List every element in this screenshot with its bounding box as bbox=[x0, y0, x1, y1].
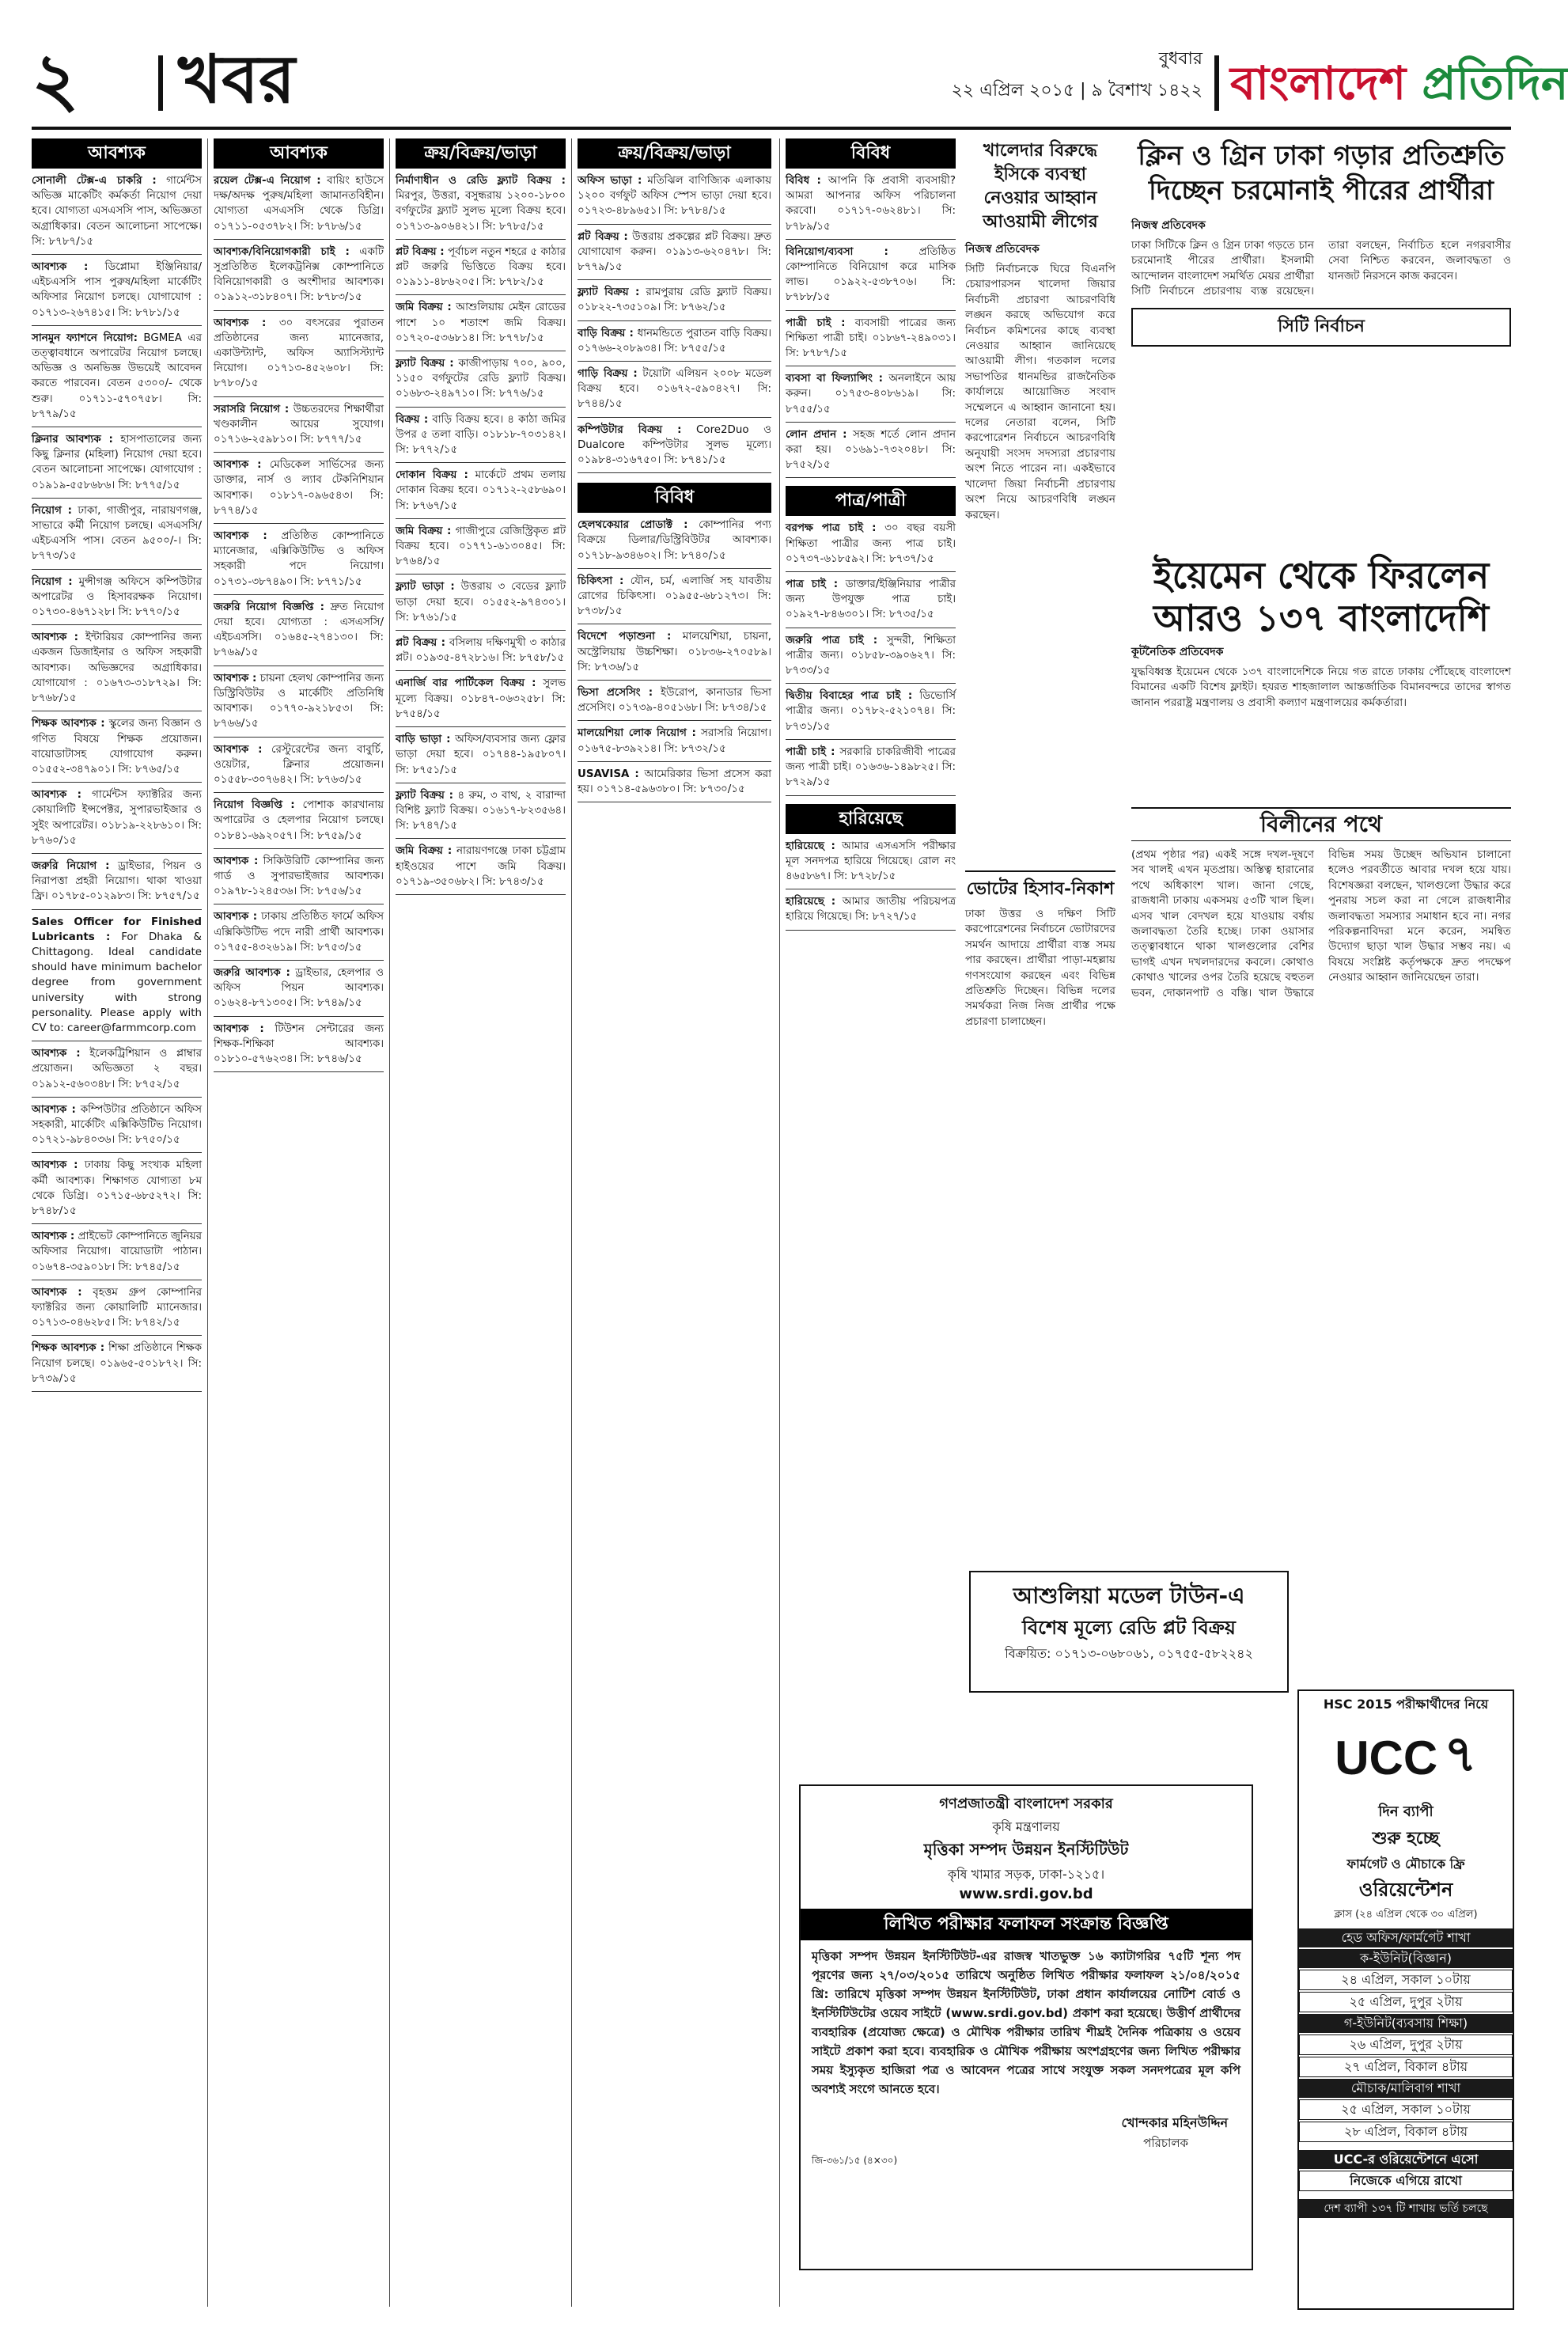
classified-ad: বাড়ি বিক্রয় : ধানমন্ডিতে পুরাতন বাড়ি বিক্রয়। ০১৭৬৬-২০৮৯৩৪। সি: ৮৭৫৫/১৫ bbox=[578, 326, 771, 362]
story-body: সিটি নির্বাচনকে ঘিরে বিএনপি চেয়ারপারসন খালেদা জিয়ার নির্বাচনী প্রচারণা আচরণবিধি লঙ্ঘন করছে অভিযোগ করে নির্বাচন কমিশনের কাছে ব্যবস্থা নেওয়ার আহ্বান জানিয়েছে আওয়ামী লীগ। গতকাল দলের সভাপতির ধানমন্ডির রাজনৈতিক কার্যালয়ে আয়োজিত সংবাদ সম্মেলনে এ আহ্বান জানানো হয়। দলের নেতারা বলেন, সিটি করপোরেশন নির্বাচনে আচরণবিধি অনুযায়ী সংসদ সদস্যরা প্রচারণায় অংশ নিতে পারেন না। একইভাবে খালেদা জিয়া নির্বাচনী প্রচারণায় অংশ নিয়ে আচরণবিধি লঙ্ঘন করছেন। bbox=[965, 263, 1115, 521]
ucc-brand: UCC bbox=[1335, 1731, 1438, 1784]
classified-ad: আবশ্যক : প্রতিষ্ঠিত কোম্পানিতে ম্যানেজার, এক্সিকিউটিভ ও অফিস সহকারী পদে নিয়োগ। ০১৭৩১-৩৮৭৪৯০। সি: ৮৭৭১/১৫ bbox=[214, 529, 384, 595]
classified-ad: বিক্রয় : বাড়ি বিক্রয় হবে। ৪ কাঠা জমির উপর ৫ তলা বাড়ি। ০১৮১৮-৭০৩১৪২। সি: ৮৭৭২/১৫ bbox=[396, 412, 566, 464]
column-heading: হারিয়েছে bbox=[786, 804, 956, 834]
classified-ad: বাড়ি ভাড়া : অফিস/ব্যবসার জন্য ফ্লোর ভাড়া দেয়া হবে। ০১৭৪৪-১৯৫৮০৭। সি: ৮৭৫১/১৫ bbox=[396, 732, 566, 783]
column-heading: বিবিধ bbox=[578, 483, 771, 513]
classified-ad: চিকিৎসা : যৌন, চর্ম, এলার্জি সহ যাবতীয় রোগের চিকিৎসা। ০১৯৫৫-৬৮১২৭৩। সি: ৮৭৩৮/১৫ bbox=[578, 574, 771, 625]
notice-body: মৃত্তিকা সম্পদ উন্নয়ন ইনস্টিটিউট-এর রাজস্ব খাতভুক্ত ১৬ ক্যাটাগরির ৭৫টি শূন্য পদ পূরণের জন্য ২৭/০৩/২০১৫ তারিখে অনুষ্ঠিত লিখিত পরীক্ষার ফলাফল ২১/০৪/২০১৫ খ্রি: তারিখে মৃত্তিকা সম্পদ উন্নয়ন ইনস্টিটিউট, ঢাকা প্রধান কার্যালয়ের নোটিশ বোর্ড ও ইনস্টিটিউটের ওয়েব সাইটে (www.srdi.gov.bd) প্রকাশ করা হয়েছে। উত্তীর্ণ প্রার্থীদের ব্যবহারিক (প্রযোজ্য ক্ষেত্রে) ও মৌখিক পরীক্ষার তারিখ শীঘ্রই দৈনিক পত্রিকায় ও ওয়েব সাইটে প্রকাশ করা হবে। ব্যবহারিক ও মৌখিক পরীক্ষায় অংশগ্রহণের জন্য লিখিত পরীক্ষার সময় ইস্যুকৃত হাজিরা পত্র ও আবেদন পত্রের সাথে সংযুক্ত সকল সনদপত্রের মূল কপি অবশ্যই সংগে আনতে হবে। bbox=[812, 1949, 1240, 2096]
classified-ad: দ্বিতীয় বিবাহের পাত্র চাই : ডিভোর্সি পাত্রীর জন্য। ০১৭৮২-৫২১০৭৪। সি: ৮৭৩১/১৫ bbox=[786, 688, 956, 740]
classified-ad: বরপক্ষ পাত্র চাই : ৩০ বছর বয়সী শিক্ষিতা পাত্রীর জন্য পাত্র চাই। ০১৭৩৭-৬১৮৫৯২। সি: ৮৭৩৭/১৫ bbox=[786, 521, 956, 572]
story-body: যুদ্ধবিধ্বস্ত ইয়েমেন থেকে ১৩৭ বাংলাদেশিকে নিয়ে গত রাতে ঢাকায় পৌঁছেছে বাংলাদেশ বিমানের একটি বিশেষ ফ্লাইট। হযরত শাহজালাল আন্তর্জাতিক বিমানবন্দরে তাদের স্বাগত জানান পররাষ্ট্র মন্ত্রণালয় ও প্রবাসী কল্যাণ মন্ত্রণালয়ের কর্মকর্তারা। bbox=[1131, 666, 1511, 709]
classified-ad: এনার্জি বার পার্টিকেল বিক্রয় : সুলভ মূল্যে বিক্রয়। ০১৮৪৭-০৬৩২৫৮। সি: ৮৭৫৪/১৫ bbox=[396, 676, 566, 727]
story-headline: বিলীনের পথে bbox=[1131, 807, 1511, 841]
classified-ad: জমি বিক্রয় : গাজীপুরে রেজিস্ট্রিকৃত প্লট বিক্রয় হবে। ০১৭৭১-৬১৩০৪৫। সি: ৮৭৬৪/১৫ bbox=[396, 524, 566, 575]
logo-part-2: প্রতিদিন bbox=[1422, 56, 1568, 110]
classified-ad: মালয়েশিয়া লোক নিয়োগ : সরাসরি নিয়োগ। ০১৬৭৫-৮৩৯২১৪। সি: ৮৭৩২/১৫ bbox=[578, 726, 771, 761]
notice-line: গণপ্রজাতন্ত্রী বাংলাদেশ সরকার bbox=[939, 1796, 1113, 1812]
ad-list bbox=[396, 173, 566, 895]
ad-list bbox=[786, 521, 956, 795]
classified-ad: সানমুন ফ্যাশনে নিয়োগ: BGMEA এর তত্ত্বাবধানে অপারেটর নিয়োগ চলছে। অভিজ্ঞ ও অনভিজ্ঞ উভয়েই আবেদন করতে পারবেন। বেতন ৫৩০০/- থেকে শুরু। ০১৭১১-৫৭০৭৫৮। সি: ৮৭৭৯/১৫ bbox=[32, 331, 202, 427]
classified-ad: ভিসা প্রসেসিং : ইউরোপ, কানাডার ভিসা প্রসেসিং। ০১৭৩৯-৪০৫১৬৮। সি: ৮৭৩৪/১৫ bbox=[578, 685, 771, 721]
classified-ad: নির্মাণাধীন ও রেডি ফ্ল্যাট বিক্রয় : মিরপুর, উত্তরা, বসুন্ধরায় ১২০০-১৮০০ বর্গফুটের ফ্ল্যাট সুলভ মূল্যে বিক্রয় হবে। ০১৭১৩-৯০৬৪২১। সি: ৮৭৮৫/১৫ bbox=[396, 173, 566, 240]
classified-column-5 bbox=[786, 138, 956, 1523]
story-body: (প্রথম পৃষ্ঠার পর) একই সঙ্গে দখল-দূষণে সব খালই এখন মৃতপ্রায়। অস্তিত্ব হারানোর পথে অধিকাংশ খাল। জানা গেছে, রাজধানী ঢাকায় একসময় ৫৩টি খাল ছিল। এসব খাল বেদখল হয়ে যাওয়ায় বর্ষায় জলাবদ্ধতা তৈরি হচ্ছে। ঢাকা ওয়াসার তত্ত্বাবধানে থাকা খালগুলোর বেশির ভাগই এখন দখলদারদের কবলে। কোথাও কোথাও খালের ওপর তৈরি হয়েছে বহুতল ভবন, দোকানপাট ও বস্তি। খাল উদ্ধারে বিভিন্ন সময় উচ্ছেদ অভিযান চালানো হলেও পরবর্তীতে আবার দখল হয়ে যায়। বিশেষজ্ঞরা বলছেন, খালগুলো উদ্ধার করে পুনরায় সচল করা না গেলে রাজধানীর জলাবদ্ধতা সমস্যার সমাধান হবে না। নগর পরিকল্পনাবিদরা মনে করেন, সমন্বিত উদ্যোগ ছাড়া খাল উদ্ধার সম্ভব নয়। এ বিষয়ে সংশ্লিষ্ট কর্তৃপক্ষকে দ্রুত পদক্ষেপ নেওয়ার আহ্বান জানিয়েছেন তারা। bbox=[1131, 848, 1511, 999]
classified-ad: নিয়োগ বিজ্ঞপ্তি : পোশাক কারখানায় অপারেটর ও হেলপার নিয়োগ চলছে। ০১৮৪১-৬৯২০৫৭। সি: ৮৭৫৯/১৫ bbox=[214, 798, 384, 849]
classified-ad: হারিয়েছে : আমার এসএসসি পরীক্ষার মূল সনদপত্র হারিয়ে গিয়েছে। রোল নং ৪৬৫৮৬৭। সি: ৮৭২৮/১৫ bbox=[786, 839, 956, 890]
classified-ad: আবশ্যক : ঢাকায় কিছু সংখ্যক মহিলা কর্মী আবশ্যক। শিক্ষাগত যোগ্যতা ৮ম থেকে ডিগ্রি। ০১৭১৫-৬৮৫২৭২। সি: ৮৭৪৮/১৫ bbox=[32, 1158, 202, 1224]
classified-ad: বিনিয়োগ/ব্যবসা : প্রতিষ্ঠিত কোম্পানিতে বিনিয়োগ করে মাসিক লাভ। ০১৯২২-৫৩৮৭০৬। সি: ৮৭৮৮/১৫ bbox=[786, 245, 956, 311]
ucc-free: ফার্মগেট ও মৌচাকে ফ্রি bbox=[1346, 1856, 1465, 1871]
government-notice bbox=[799, 1784, 1253, 2270]
story-headline: ভোটের হিসাব-নিকাশ bbox=[965, 870, 1115, 901]
classified-ad: ফ্ল্যাট বিক্রয় : ৪ রুম, ৩ বাথ, ২ বারান্দা বিশিষ্ট ফ্ল্যাট বিক্রয়। ০১৬১৭-৮২৩৫৬৪। সি: ৮৭৪৭/১৫ bbox=[396, 788, 566, 840]
classified-ad: জরুরি আবশ্যক : ড্রাইভার, হেলপার ও অফিস পিয়ন আবশ্যক। ০১৬২৪-৮৭১৩০৫। সি: ৮৭৪৯/১৫ bbox=[214, 965, 384, 1017]
ad-line: বিশেষ মূল্যে রেডি প্লট বিক্রয় bbox=[1022, 1617, 1236, 1639]
classified-ad: জরুরি নিয়োগ বিজ্ঞপ্তি : দ্রুত নিয়োগ দেয়া হবে। যোগ্যতা : এসএসসি/এইচএসসি। ০১৬৪৫-২৭৪১৩০। সি: ৮৭৬৯/১৫ bbox=[214, 600, 384, 666]
classified-column-1 bbox=[32, 138, 202, 2307]
classified-ad: আবশ্যক : ডিপ্লোমা ইঞ্জিনিয়ার/ এইচএসসি পাস পুরুষ/মহিলা মার্কেটিং অফিসার নিয়োগ চলছে। যোগাযোগ : ০১৭১৩-২৬৭৪১৫। সি: ৮৭৮১/১৫ bbox=[32, 260, 202, 326]
ucc-schedule-row: ২৪ এপ্রিল, সকাল ১০টায় bbox=[1299, 1970, 1513, 1990]
classified-ad: সোনালী টেক্স-এ চাকরি : গার্মেন্টস অভিজ্ঞ মাকেটিং কর্মকর্তা নিয়োগ দেয়া হবে। যোগ্যতা এসএসসি পাস, অভিজ্ঞতা অগ্রাধিকার। বেতন আলোচনা সাপেক্ষে। সি: ৮৭৮৭/১৫ bbox=[32, 173, 202, 255]
classified-ad: আবশ্যক : মেডিকেল সার্ভিসের জন্য ডাক্তার, নার্স ও ল্যাব টেকনিশিয়ান আবশ্যক। ০১৮১৭-০৯৬৫৪৩। সি: ৮৭৭৪/১৫ bbox=[214, 457, 384, 524]
classified-ad: হেলথকেয়ার প্রোডাক্ট : কোম্পানির পণ্য বিক্রয়ে ডিলার/ডিস্ট্রিবিউটর আবশ্যক। ০১৭১৮-৯৩৪৬০২। সি: ৮৭৪০/১৫ bbox=[578, 518, 771, 569]
classified-ad: সরাসরি নিয়োগ : উচ্চতরদের শিক্ষার্থীরা খণ্ডকালীন আয়ের সুযোগ। ০১৭১৬-২৫৯৮১০। সি: ৮৭৭৭/১৫ bbox=[214, 402, 384, 453]
classified-ad: আবশ্যক : ৩০ বৎসরের পুরাতন প্রতিষ্ঠানের জন্য ম্যানেজার, একাউন্ট্যান্ট, অফিস অ্যাসিস্ট্যান্ট নিয়োগ। ০১৭১৩-৪৫২৬০৮। সি: ৮৭৮০/১৫ bbox=[214, 316, 384, 397]
classified-ad: শিক্ষক আবশ্যক : স্কুলের জন্য বিজ্ঞান ও গণিত বিষয়ে শিক্ষক প্রয়োজন। বায়োডাটাসহ যোগাযোগ করুন। ০১৫৫২-৩৪৭৯০১। সি: ৮৭৬৫/১৫ bbox=[32, 716, 202, 783]
story-headline: খালেদার বিরুদ্ধে ইসিকে ব্যবস্থা নেওয়ার আহ্বান আওয়ামী লীগের bbox=[983, 140, 1098, 232]
classified-ad: জমি বিক্রয় : আশুলিয়ায় মেইন রোডের পাশে ১০ শতাংশ জমি বিক্রয়। ০১৭২০-৫৩৬৮১৪। সি: ৮৭৭৮/১৫ bbox=[396, 300, 566, 351]
notice-signer-title: পরিচালক bbox=[1143, 2136, 1188, 2150]
ad-contact-label: বিক্রয়িত: bbox=[1005, 1646, 1051, 1661]
classified-ad: Sales Officer for Finished Lubricants : For Dhaka & Chittagong. Ideal candidate should have minimum bachelor degree from government university with strong personality. Please apply with CV to: career@farmmcorp.com bbox=[32, 915, 202, 1042]
ucc-orientation: ওরিয়েন্টেশন bbox=[1358, 1878, 1453, 1901]
classified-column-2 bbox=[214, 138, 384, 2307]
classified-ad: ফ্ল্যাট ভাড়া : উত্তরায় ৩ বেডের ফ্ল্যাট ভাড়া দেয়া হবে। ০১৫৫২-৯৭৪৩০১। সি: ৮৭৬১/১৫ bbox=[396, 579, 566, 631]
classified-ad: জরুরি পাত্র চাই : সুন্দরী, শিক্ষিতা পাত্রীর জন্য। ০১৮৫৮-৩৯০৬২৭। সি: ৮৭৩৩/১৫ bbox=[786, 633, 956, 684]
classified-ad: ক্লিনার আবশ্যক : হাসপাতালের জন্য কিছু ক্লিনার (মহিলা) নিয়োগ দেয়া হবে। বেতন আলোচনা সাপেক্ষে। যোগাযোগ : ০১৯১৯-৫৫৮৬৮৬। সি: ৮৭৭৫/১৫ bbox=[32, 432, 202, 499]
notice-line: মৃত্তিকা সম্পদ উন্নয়ন ইনস্টিটিউট bbox=[923, 1840, 1129, 1859]
classified-ad: ব্যবসা বা ফিল্যান্সিং : অনলাইনে আয় করুন। ০১৭৫৩-৪০৮৬১৯। সি: ৮৭৫৫/১৫ bbox=[786, 371, 956, 423]
story-headline: ইয়েমেন থেকে ফিরলেন আরও ১৩৭ বাংলাদেশি bbox=[1153, 554, 1490, 639]
classified-ad: পাত্রী চাই : ব্যবসায়ী পাত্রের জন্য শিক্ষিতা পাত্রী চাই। ০১৮৬৭-২৪৯০৩১। সি: ৮৭৮৭/১৫ bbox=[786, 316, 956, 367]
ad-list bbox=[786, 173, 956, 478]
newspaper-logo bbox=[1230, 44, 1568, 123]
ad-contact: ০১৭১৩-০৬৮০৬১, ০১৭৫৫-৫৮২২৪২ bbox=[1055, 1646, 1253, 1661]
classified-ad: প্লট বিক্রয় : বসিলায় দক্ষিণমুখী ৩ কাঠার প্লট। ০১৯৩৫-৪৭২৮১৬। সি: ৮৭৫৮/১৫ bbox=[396, 635, 566, 671]
classified-ad: পাত্রী চাই : সরকারি চাকরিজীবী পাত্রের জন্য পাত্রী চাই। ০১৬৩৬-১৪৯৮২৫। সি: ৮৭২৯/১৫ bbox=[786, 745, 956, 796]
ucc-slogan: UCC-র ওরিয়েন্টেশনে এসো bbox=[1299, 2150, 1513, 2169]
news-story-1 bbox=[965, 138, 1115, 851]
news-story-2 bbox=[965, 870, 1115, 1227]
ucc-slogan: নিজেকে এগিয়ে রাখো bbox=[1299, 2171, 1513, 2191]
column-heading: ক্রয়/বিক্রয়/ভাড়া bbox=[396, 138, 566, 169]
story-body: ঢাকা উত্তর ও দক্ষিণ সিটি করপোরেশনের নির্বাচনে ভোটারদের সমর্থন আদায়ে প্রার্থীরা ব্যস্ত সময় পার করছেন। প্রার্থীরা পাড়া-মহল্লায় গণসংযোগ করছেন এবং বিভিন্ন প্রতিশ্রুতি দিচ্ছেন। বিভিন্ন দলের সমর্থকরা নিজ নিজ প্রার্থীর পক্ষে প্রচারণা চালাচ্ছেন। bbox=[965, 908, 1115, 1028]
notice-signer: খোন্দকার মহিনউদ্দিন bbox=[1121, 2115, 1228, 2130]
ad-list bbox=[32, 173, 202, 1392]
classified-ad: অফিস ভাড়া : মতিঝিল বাণিজ্যিক এলাকায় ১২০০ বর্গফুট অফিস স্পেস ভাড়া দেয়া হবে। ০১৭২৩-৪৮৯৬৫১। সি: ৮৭৮৪/১৫ bbox=[578, 173, 771, 225]
issue-date: ২২ এপ্রিল ২০১৫ | ৯ বৈশাখ ১৪২২ bbox=[951, 81, 1203, 100]
masthead-divider bbox=[1214, 55, 1219, 111]
notice-ref: জি-৩৬১/১৫ (৪×৩০) bbox=[812, 2155, 898, 2166]
notice-line: কৃষি মন্ত্রণালয় bbox=[992, 1819, 1060, 1834]
classified-ad: আবশ্যক : ঢাকায় প্রতিষ্ঠিত ফার্মে অফিস এক্সিকিউটিভ পদে নারী প্রার্থী আবশ্যক। ০১৭৫৫-৪৩২৬১৯। সি: ৮৭৫৩/১৫ bbox=[214, 909, 384, 961]
ucc-schedule-row: ২৭ এপ্রিল, বিকাল ৪টায় bbox=[1299, 2057, 1513, 2077]
ad-list bbox=[578, 173, 771, 473]
column-rule bbox=[571, 138, 572, 2307]
classified-ad: আবশ্যক : কম্পিউটার প্রতিষ্ঠানে অফিস সহকারী, মার্কেটিং এক্সিকিউটিভ নিয়োগ। ০১৭২১-৯৮৪০৩৬। সি: ৮৭৫০/১৫ bbox=[32, 1102, 202, 1154]
ucc-starting: শুরু হচ্ছে bbox=[1372, 1829, 1440, 1849]
classified-ad: আবশ্যক : ইন্টারিয়র কোম্পানির জন্য একজন ডিজাইনার ও অফিস সহকারী আবশ্যক। অভিজ্ঞদের অগ্রাধিকার। যোগাযোগ : ০১৬৭৩-৩১৮৭২৯। সি: ৮৭৬৮/১৫ bbox=[32, 630, 202, 711]
page-number: ২ bbox=[32, 36, 79, 122]
ad-list bbox=[214, 173, 384, 1072]
ucc-schedule bbox=[1299, 1949, 1513, 2142]
story-body: ঢাকা সিটিকে ক্লিন ও গ্রিন ঢাকা গড়তে চান চরমোনাই পীরের প্রার্থীরা। ইসলামী আন্দোলন বাংলাদেশ সমর্থিত মেয়র প্রার্থীরা সিটি নির্বাচনে প্রচারণায় ব্যস্ত রয়েছেন। তারা বলছেন, নির্বাচিত হলে নগরবাসীর সেবা নিশ্চিত করবেন, জলাবদ্ধতা ও যানজট নিরসনে কাজ করবেন। bbox=[1131, 239, 1511, 298]
ucc-schedule-row: ২৫ এপ্রিল, দুপুর ২টায় bbox=[1299, 1992, 1513, 2012]
ucc-top: HSC 2015 পরীক্ষার্থীদের নিয়ে bbox=[1323, 1697, 1489, 1712]
story-byline: কূটনৈতিক প্রতিবেদক bbox=[1131, 646, 1224, 658]
column-heading: আবশ্যক bbox=[32, 138, 202, 169]
classified-ad: বিদেশে পড়াশুনা : মালয়েশিয়া, চায়না, অস্ট্রেলিয়ায় উচ্চশিক্ষা। ০১৮৩৬-২৭০৫৮৯। সি: ৮৭৩৬/১৫ bbox=[578, 629, 771, 681]
ad-list bbox=[786, 839, 956, 931]
classified-ad: ফ্ল্যাট বিক্রয় : কাজীপাড়ায় ৭০০, ৯০০, ১১৫০ বর্গফুটের রেডি ফ্ল্যাট বিক্রয়। ০১৬৮৩-২৪৯৭১০। সি: ৮৭৭৬/১৫ bbox=[396, 356, 566, 408]
classified-ad: আবশ্যক : ইলেকট্রিশিয়ান ও প্লাম্বার প্রয়োজন। অভিজ্ঞতা ২ বছর। ০১৯১২-৫৬০৩৪৮। সি: ৮৭৫২/১৫ bbox=[32, 1046, 202, 1098]
notice-line: কৃষি খামার সড়ক, ঢাকা-১২১৫। bbox=[947, 1867, 1105, 1882]
classified-ad: লোন প্রদান : সহজ শর্তে লোন প্রদান করা হয়। ০১৬৯১-৭৩২০৪৮। সি: ৮৭৫২/১৫ bbox=[786, 427, 956, 479]
classified-column-3 bbox=[396, 138, 566, 2307]
weekday: বুধবার bbox=[1158, 49, 1203, 69]
classified-ad: ফ্ল্যাট বিক্রয় : রামপুরায় রেডি ফ্ল্যাট বিক্রয়। ০১৮২২-৭৩৫১০৯। সি: ৮৭৬২/১৫ bbox=[578, 285, 771, 320]
ucc-schedule-row: ক-ইউনিট(বিজ্ঞান) bbox=[1299, 1949, 1513, 1968]
classified-ad: জরুরি নিয়োগ : ড্রাইভার, পিয়ন ও নিরাপত্তা প্রহরী নিয়োগ। থাকা খাওয়া ফ্রি। ০১৭৮৫-০১২৯৮৩। সি: ৮৭৫৭/১৫ bbox=[32, 859, 202, 910]
news-story-5 bbox=[1131, 807, 1511, 1670]
classified-column-4 bbox=[578, 138, 771, 2307]
classified-ad: জমি বিক্রয় : নারায়ণগঞ্জে ঢাকা চট্টগ্রাম হাইওয়ের পাশে জমি বিক্রয়। ০১৭১৯-৩৫০৬৮২। সি: ৮৭৪৩/১৫ bbox=[396, 844, 566, 895]
ucc-days: ৭ bbox=[1444, 1725, 1477, 1784]
land-sale-ad bbox=[969, 1571, 1289, 1693]
classified-ad: পাত্র চাই : ডাক্তার/ইঞ্জিনিয়ার পাত্রীর জন্য উপযুক্ত পাত্র চাই। ০১৯২৭-৮৪৬৩০১। সি: ৮৭৩৫/১৫ bbox=[786, 577, 956, 628]
column-heading: পাত্র/পাত্রী bbox=[786, 486, 956, 516]
ucc-section-head: হেড অফিস/ফার্মগেট শাখা bbox=[1299, 1928, 1513, 1947]
classified-ad: আবশ্যক : সিকিউরিটি কোম্পানির জন্য গার্ড ও সুপারভাইজার আবশ্যক। ০১৯৭৮-১২৪৫৩৬। সি: ৮৭৫৬/১৫ bbox=[214, 854, 384, 905]
news-story-4 bbox=[1131, 554, 1511, 791]
classified-ad: আবশ্যক : চায়না হেলথ কোম্পানির জন্য ডিস্ট্রিবিউটর ও মার্কেটিং প্রতিনিধি আবশ্যক। ০১৭৭০-৯২১৮৫৩। সি: ৮৭৬৬/১৫ bbox=[214, 671, 384, 738]
classified-ad: USAVISA : আমেরিকার ভিসা প্রসেস করা হয়। ০১৭১৪-৫৯৬৩৮০। সি: ৮৭৩০/১৫ bbox=[578, 767, 771, 802]
ad-list bbox=[578, 518, 771, 802]
classified-ad: নিয়োগ : ঢাকা, গাজীপুর, নারায়ণগঞ্জ, সাভারে কর্মী নিয়োগ চলছে। এসএসসি/এইচএসসি পাস। বেতন ৯৫০০/-। সি: ৮৭৭৩/১৫ bbox=[32, 503, 202, 570]
story-headline: ক্লিন ও গ্রিন ঢাকা গড়ার প্রতিশ্রুতি দিচ্ছেন চরমোনাই পীরের প্রার্থীরা bbox=[1138, 140, 1505, 207]
classified-ad: গাড়ি বিক্রয় : টয়োটা এলিয়ন ২০০৮ মডেল বিক্রয় হবে। ০১৬৭২-৫৯০৪২৭। সি: ৮৭৪৪/১৫ bbox=[578, 366, 771, 418]
column-rule bbox=[207, 138, 208, 2307]
classified-ad: আবশ্যক : প্রাইভেট কোম্পানিতে জুনিয়র অফিসার নিয়োগ। বায়োডাটা পাঠান। ০১৬৭৪-৩৫৯০১৮। সি: ৮৭৪৫/১৫ bbox=[32, 1229, 202, 1280]
classified-ad: আবশ্যক : টিউশন সেন্টারের জন্য শিক্ষক-শিক্ষিকা আবশ্যক। ০১৮১০-৫৭৬২৩৪। সি: ৮৭৪৬/১৫ bbox=[214, 1022, 384, 1073]
ad-line: আশুলিয়া মডেল টাউন-এ bbox=[1013, 1583, 1245, 1609]
classified-ad: আবশ্যক : রেস্টুরেন্টের জন্য বাবুর্চি, ওয়েটার, ক্লিনার প্রয়োজন। ০১৫৫৮-৩০৭৬৪২। সি: ৮৭৬৩/১৫ bbox=[214, 742, 384, 794]
classified-ad: নিয়োগ : মুন্সীগঞ্জ অফিসে কম্পিউটার অপারেটর ও হিসাবরক্ষক নিয়োগ। ০১৭৩০-৪৬৭১২৮। সি: ৮৭৭০/১৫ bbox=[32, 575, 202, 626]
story-byline: নিজস্ব প্রতিবেদক bbox=[965, 243, 1040, 256]
website-link[interactable]: www.srdi.gov.bd bbox=[959, 1886, 1093, 1902]
story-byline: নিজস্ব প্রতিবেদক bbox=[1131, 219, 1206, 232]
column-heading: বিবিধ bbox=[786, 138, 956, 169]
ucc-schedule-row: মৌচাক/মালিবাগ শাখা bbox=[1299, 2079, 1513, 2098]
ucc-footer: দেশ ব্যাপী ১৩৭ টি শাখায় ভর্তি চলছে bbox=[1299, 2199, 1513, 2218]
ucc-class-dates: ক্লাস (২৪ এপ্রিল থেকে ৩০ এপ্রিল) bbox=[1334, 1909, 1478, 1921]
column-heading: ক্রয়/বিক্রয়/ভাড়া bbox=[578, 138, 771, 169]
classified-ad: দোকান বিক্রয় : মার্কেটে প্রথম তলায় দোকান বিক্রয় হবে। ০১৭১২-২৫৮৬৯০। সি: ৮৭৬৭/১৫ bbox=[396, 468, 566, 519]
ucc-days-label: দিন ব্যাপী bbox=[1378, 1803, 1434, 1820]
date-block bbox=[910, 44, 1203, 107]
ucc-schedule-row: ২৮ এপ্রিল, বিকাল ৪টায় bbox=[1299, 2122, 1513, 2142]
classified-ad: প্লট বিক্রয় : পূর্বাচল নতুন শহরে ৫ কাঠার প্লট জরুরি ভিত্তিতে বিক্রয় হবে। ০১৯১১-৪৮৬২০৫। সি: ৮৭৮২/১৫ bbox=[396, 245, 566, 296]
ucc-schedule-row: ২৫ এপ্রিল, সকাল ১০টায় bbox=[1299, 2099, 1513, 2120]
column-rule bbox=[389, 138, 390, 2307]
classified-ad: কম্পিউটার বিক্রয় : Core2Duo ও Dualcore কম্পিউটার সুলভ মূল্যে। ০১৯৮৪-৩১৬৭৫০। সি: ৮৭৪১/১৫ bbox=[578, 423, 771, 474]
ucc-coaching-ad bbox=[1297, 1689, 1514, 2310]
ucc-schedule-row: গ-ইউনিট(ব্যবসায় শিক্ষা) bbox=[1299, 2014, 1513, 2033]
notice-title: লিখিত পরীক্ষার ফলাফল সংক্রান্ত বিজ্ঞপ্তি bbox=[801, 1909, 1252, 1940]
column-heading: আবশ্যক bbox=[214, 138, 384, 169]
classified-ad: আবশ্যক : বৃহত্তম গ্রুপ কোম্পানির ফ্যাক্টরির জন্য কোয়ালিটি ম্যানেজার। ০১৭১৩-০৪৬২৮৫। সি: ৮৭৪২/১৫ bbox=[32, 1285, 202, 1337]
section-title: খবর bbox=[178, 40, 296, 118]
classified-ad: শিক্ষক আবশ্যক : শিক্ষা প্রতিষ্ঠানে শিক্ষক নিয়োগ চলছে। ০১৯৬৫-৫০১৮৭২। সি: ৮৭৩৯/১৫ bbox=[32, 1341, 202, 1392]
column-rule bbox=[779, 138, 780, 2307]
classified-ad: আবশ্যক : গার্মেন্টস ফ্যাক্টরির জন্য কোয়ালিটি ইন্সপেক্টর, সুপারভাইজার ও সুইং অপারেটর। ০১৮১৯-২২৮৬১০। সি: ৮৭৬০/১৫ bbox=[32, 787, 202, 854]
classified-ad: প্লট বিক্রয় : উত্তরায় প্রকল্পের প্লট বিক্রয়। দ্রুত যোগাযোগ করুন। ০১৯১৩-৬২০৪৭৮। সি: ৮৭৭৯/১৫ bbox=[578, 229, 771, 281]
classified-ad: বিবিধ : আপনি কি প্রবাসী ব্যবসায়ী? আমরা আপনার অফিস পরিচালনা করবো। ০১৭১৭-০৬২৪৮১। সি: ৮৭৮৯/১৫ bbox=[786, 173, 956, 240]
news-story-3 bbox=[1131, 138, 1511, 534]
logo-part-1: বাংলাদেশ bbox=[1230, 56, 1422, 110]
classified-ad: হারিয়েছে : আমার জাতীয় পরিচয়পত্র হারিয়ে গিয়েছে। সি: ৮৭২৭/১৫ bbox=[786, 894, 956, 930]
classified-ad: রয়েল টেক্স-এ নিয়োগ : বায়িং হাউসে দক্ষ/অদক্ষ পুরুষ/মহিলা জামানতবিহীন। যোগ্যতা এসএসসি থেকে ডিগ্রি। ০১৭১১-০৫৩৭৮২। সি: ৮৭৮৬/১৫ bbox=[214, 173, 384, 240]
classified-ad: আবশ্যক/বিনিয়োগকারী চাই : একটি সুপ্রতিষ্ঠিত ইলেকট্রনিক্স কোম্পানিতে বিনিয়োগকারী ও অংশীদার আবশ্যক। ০১৯১২-৩১৮৪০৭। সি: ৮৭৮৩/১৫ bbox=[214, 245, 384, 311]
election-box-label: সিটি নির্বাচন bbox=[1131, 308, 1511, 347]
masthead-divider bbox=[158, 55, 163, 111]
ucc-schedule-row: ২৬ এপ্রিল, দুপুর ২টায় bbox=[1299, 2035, 1513, 2055]
